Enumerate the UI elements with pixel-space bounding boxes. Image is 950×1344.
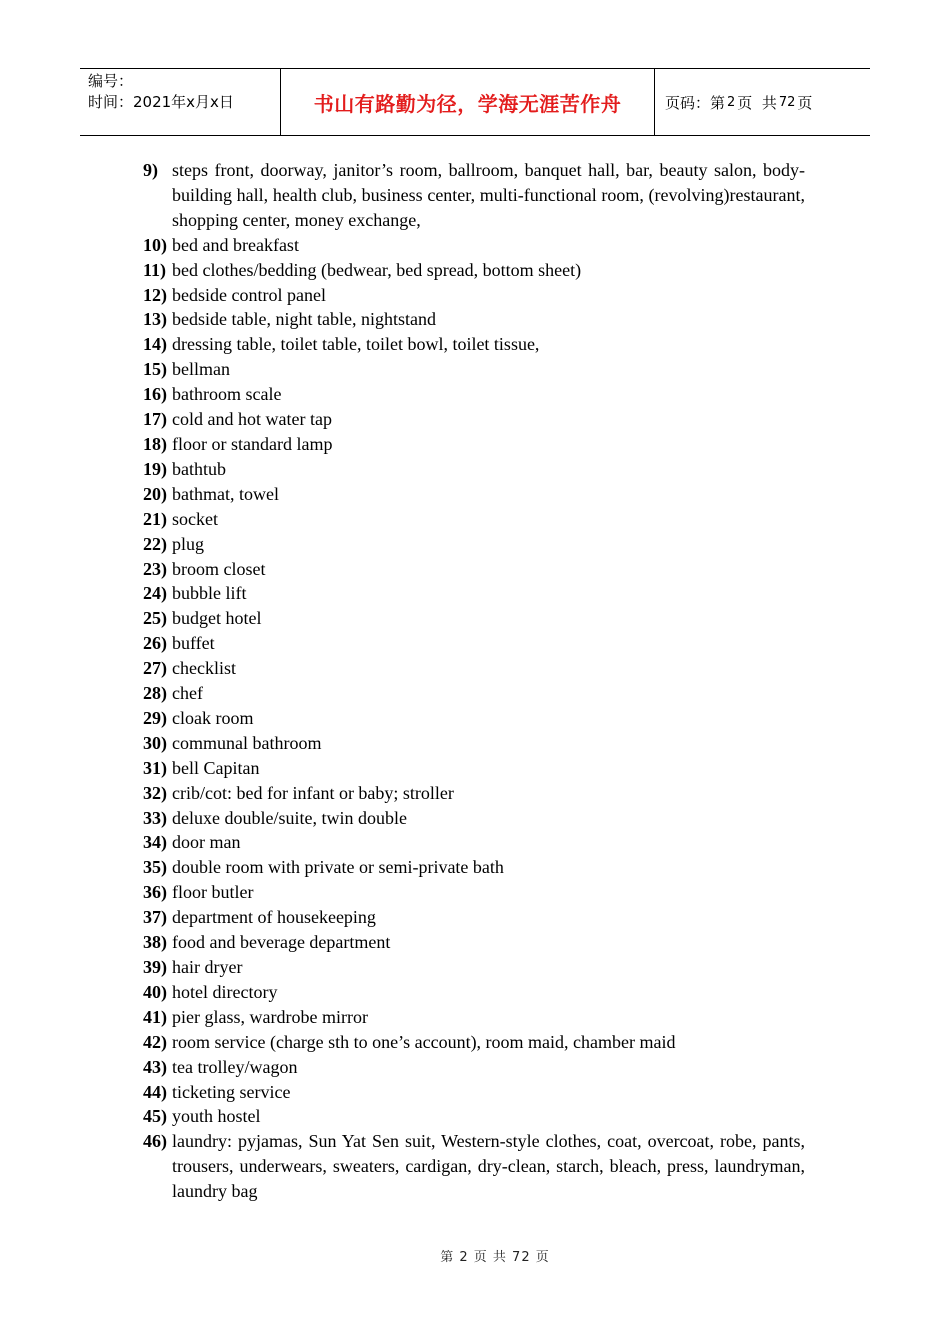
item-number: 19)	[143, 458, 167, 479]
item-text: bubble lift	[172, 583, 247, 604]
list-item	[143, 731, 805, 756]
list-item	[143, 880, 805, 905]
list-item	[143, 307, 805, 332]
item-number: 15)	[143, 359, 167, 380]
list-item	[143, 681, 805, 706]
page-header	[80, 68, 870, 136]
header-motto	[281, 69, 655, 135]
list-item	[143, 806, 805, 831]
item-number: 20)	[143, 483, 167, 504]
item-text: hair dryer	[172, 957, 243, 977]
item-number: 18)	[143, 433, 167, 454]
list-item	[143, 357, 805, 382]
item-number: 24)	[143, 583, 167, 604]
item-text: communal bathroom	[172, 732, 322, 753]
list-item	[143, 158, 805, 233]
list-item	[143, 830, 805, 855]
item-number: 22)	[143, 533, 167, 554]
list-item	[143, 980, 805, 1005]
page-mid: 页 共	[737, 93, 777, 112]
item-number: 16)	[143, 384, 167, 405]
item-text: youth hostel	[172, 1106, 261, 1127]
item-number: 12)	[143, 284, 167, 305]
item-number: 36)	[143, 882, 167, 903]
item-text: steps front, doorway, janitor’s room, ballroom, banquet hall, bar, beauty salon, body-building hall, health club, business center, multi-functional room, (revolving)restaurant, shopping center, money exchange,	[172, 160, 805, 230]
motto-text: 书山有路勤为径，学海无涯苦作舟	[313, 91, 622, 116]
item-text: dressing table, toilet table, toilet bowl, toilet tissue,	[172, 334, 540, 355]
item-text: bathroom scale	[172, 384, 282, 405]
item-number: 14)	[143, 334, 167, 355]
item-text: cloak room	[172, 707, 254, 728]
item-text: plug	[172, 533, 205, 554]
item-number: 11)	[143, 259, 167, 280]
list-item	[143, 233, 805, 258]
item-text: bed and breakfast	[172, 234, 299, 255]
item-number: 28)	[143, 683, 167, 704]
item-text: cold and hot water tap	[172, 409, 332, 430]
list-item	[143, 781, 805, 806]
time-label: 时间：2021年x月x日	[88, 93, 234, 111]
item-number: 37)	[143, 907, 167, 928]
list-item	[143, 432, 805, 457]
list-item	[143, 1030, 805, 1055]
item-number: 34)	[143, 832, 167, 853]
list-item	[143, 905, 805, 930]
item-number: 9)	[143, 160, 158, 180]
header-meta	[80, 69, 281, 135]
item-number: 44)	[143, 1081, 167, 1102]
item-text: crib/cot: bed for infant or baby; stroller	[172, 782, 454, 803]
item-number: 32)	[143, 782, 167, 803]
item-text: bedside control panel	[172, 284, 326, 305]
list-item	[143, 855, 805, 880]
serial-label: 编号：	[88, 72, 134, 90]
list-item	[143, 332, 805, 357]
list-item	[143, 507, 805, 532]
list-item	[143, 1104, 805, 1129]
page-suffix: 页	[797, 93, 813, 112]
item-number: 35)	[143, 857, 167, 878]
item-number: 17)	[143, 409, 167, 430]
page-number: 2	[727, 94, 736, 110]
item-text: tea trolley/wagon	[172, 1056, 298, 1077]
item-text: budget hotel	[172, 608, 262, 629]
item-text: bathtub	[172, 458, 226, 479]
list-item	[143, 1055, 805, 1080]
item-number: 26)	[143, 633, 167, 654]
item-text: double room with private or semi-private bath	[172, 857, 504, 878]
item-text: laundry: pyjamas, Sun Yat Sen suit, Western-style clothes, coat, overcoat, robe, pants, trousers, underwears, sweaters, cardigan, dry-clean, starch, bleach, press, laundryman, laundry bag	[172, 1131, 805, 1202]
page-prefix: 页码：第	[665, 93, 726, 112]
item-text: buffet	[172, 633, 215, 654]
list-item	[143, 581, 805, 606]
list-item	[143, 457, 805, 482]
item-text: socket	[172, 508, 218, 529]
item-number: 21)	[143, 508, 167, 529]
vocabulary-list	[143, 158, 805, 1204]
list-item	[143, 382, 805, 407]
list-item	[143, 930, 805, 955]
list-item	[143, 407, 805, 432]
item-number: 38)	[143, 932, 167, 953]
item-text: door man	[172, 832, 241, 853]
list-item	[143, 706, 805, 731]
item-number: 25)	[143, 608, 167, 629]
item-number: 30)	[143, 732, 167, 753]
list-item	[143, 955, 805, 980]
header-page-info	[655, 69, 870, 135]
item-text: checklist	[172, 658, 236, 679]
item-number: 27)	[143, 658, 167, 679]
page-footer: 第 2 页 共 72 页	[440, 1250, 550, 1265]
item-number: 33)	[143, 807, 167, 828]
item-text: pier glass, wardrobe mirror	[172, 1006, 368, 1027]
item-text: deluxe double/suite, twin double	[172, 807, 407, 828]
list-item	[143, 756, 805, 781]
item-text: bell Capitan	[172, 757, 260, 778]
item-text: room service (charge sth to one’s account), room maid, chamber maid	[172, 1031, 676, 1052]
item-number: 40)	[143, 981, 167, 1002]
item-text: floor butler	[172, 882, 254, 903]
item-text: bellman	[172, 359, 230, 380]
list-item	[143, 532, 805, 557]
list-item	[143, 557, 805, 582]
item-text: broom closet	[172, 558, 266, 579]
item-number: 41)	[143, 1006, 167, 1027]
item-number: 46)	[143, 1131, 167, 1152]
item-text: ticketing service	[172, 1081, 291, 1102]
item-text: floor or standard lamp	[172, 433, 333, 454]
list-item	[143, 258, 805, 283]
item-number: 45)	[143, 1106, 167, 1127]
item-text: hotel directory	[172, 981, 278, 1002]
list-item	[143, 482, 805, 507]
item-number: 43)	[143, 1056, 167, 1077]
list-item	[143, 1005, 805, 1030]
item-text: department of housekeeping	[172, 907, 376, 928]
item-number: 23)	[143, 558, 167, 579]
list-item	[143, 283, 805, 308]
item-text: chef	[172, 683, 203, 704]
list-item	[143, 656, 805, 681]
item-text: bathmat, towel	[172, 483, 279, 504]
item-number: 10)	[143, 234, 167, 255]
list-item	[143, 1129, 805, 1204]
item-text: bed clothes/bedding (bedwear, bed spread, bottom sheet)	[172, 259, 582, 280]
item-number: 42)	[143, 1031, 167, 1052]
item-text: bedside table, night table, nightstand	[172, 309, 436, 330]
item-number: 39)	[143, 957, 167, 977]
list-item	[143, 606, 805, 631]
list-item	[143, 1080, 805, 1105]
item-text: food and beverage department	[172, 932, 391, 953]
item-number: 29)	[143, 707, 167, 728]
item-number: 13)	[143, 309, 167, 330]
item-number: 31)	[143, 757, 167, 778]
page-total: 72	[778, 94, 796, 110]
list-item	[143, 631, 805, 656]
